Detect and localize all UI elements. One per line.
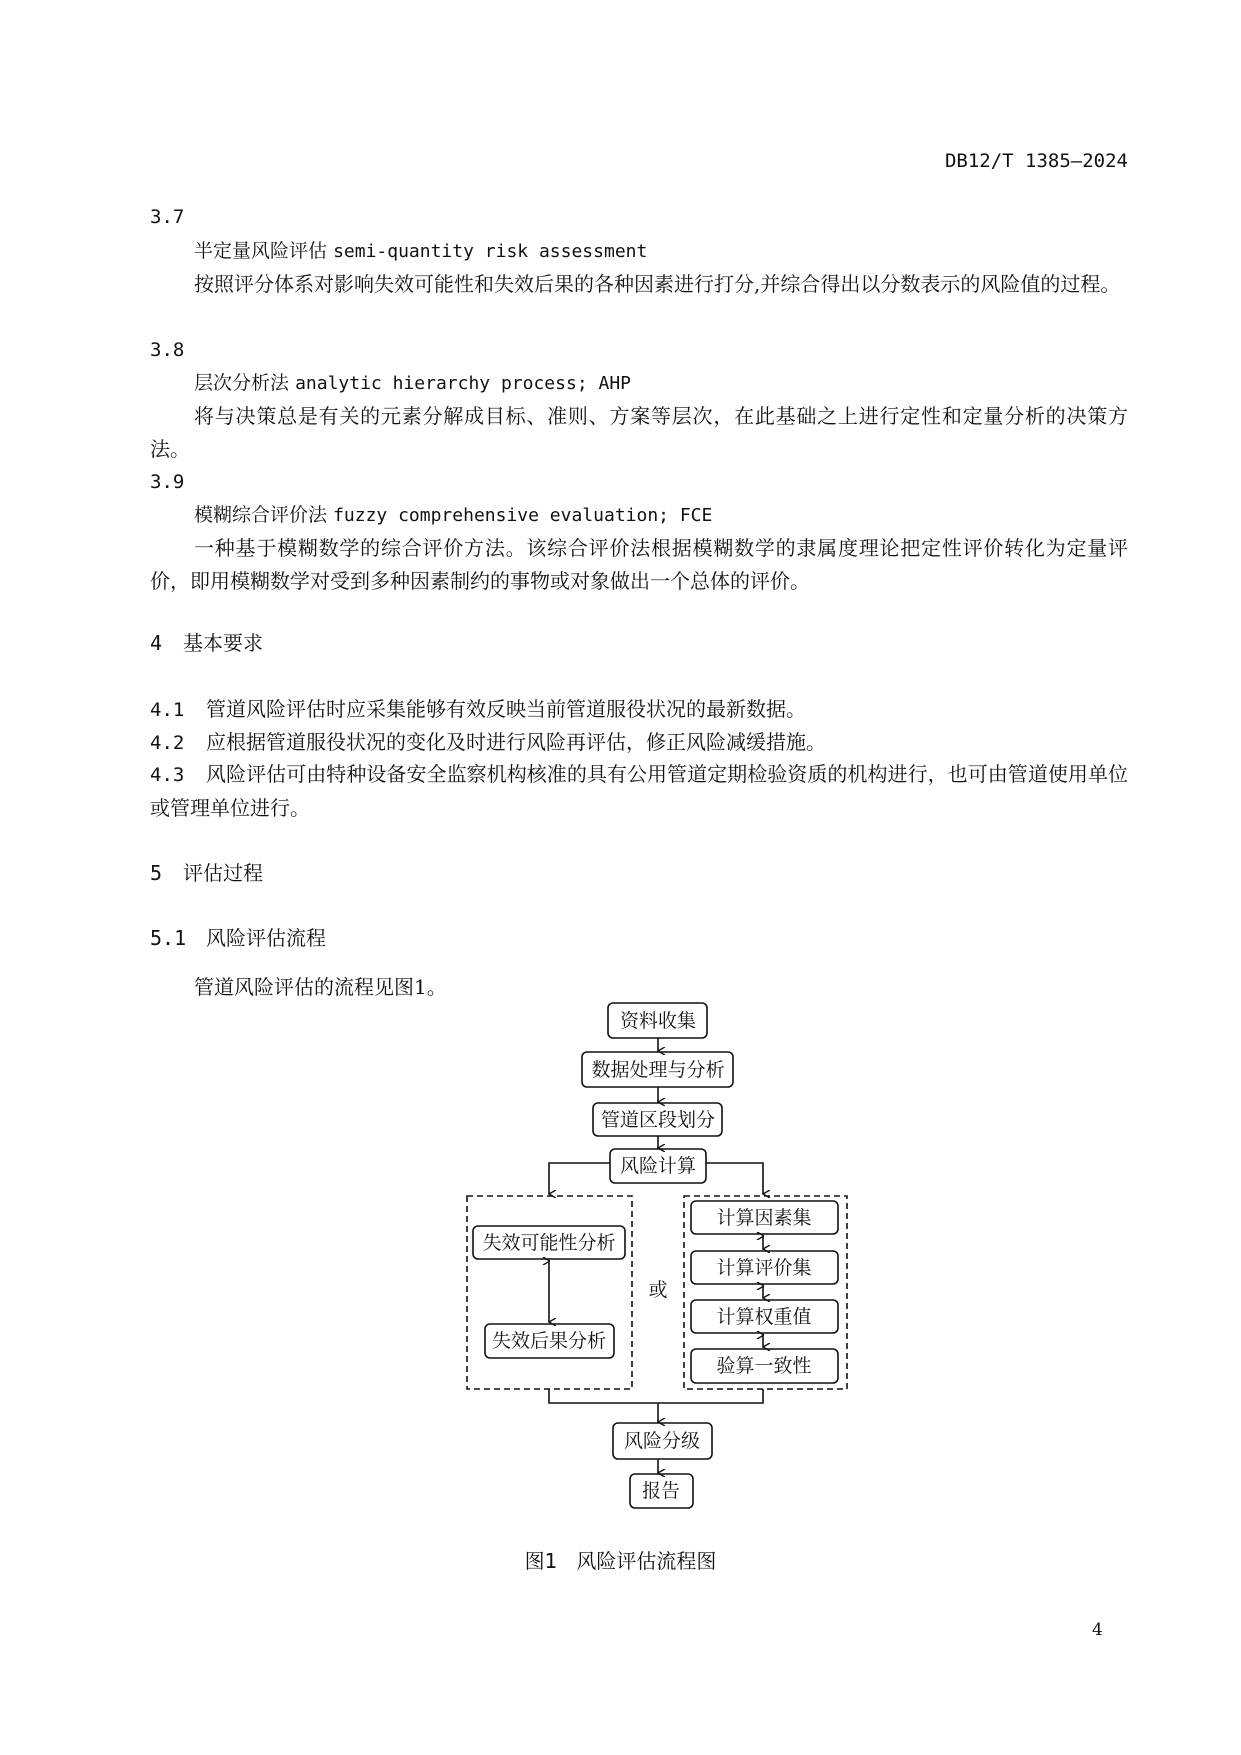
flow-step-label: 管道区段划分: [600, 1109, 716, 1131]
term-zh: 模糊综合评价法: [194, 504, 328, 526]
section-number: 4: [150, 631, 163, 655]
term-definition: 一种基于模糊数学的综合评价方法。该综合评价法根据模糊数学的隶属度理论把定性评价转化为定量评价，即用模糊数学对受到多种因素制约的事物或对象做出一个总体的评价。: [150, 536, 1128, 593]
clause-text: 风险评估可由特种设备安全监察机构核准的具有公用管道定期检验资质的机构进行，也可由管道使用单位或管理单位进行。: [150, 762, 1128, 820]
term-number: 3.7: [150, 206, 185, 228]
flow-step-label: 风险分级: [623, 1430, 701, 1452]
flow-step-label: 报告: [641, 1480, 681, 1502]
subsection-number: 5.1: [150, 926, 187, 950]
clause-number: 4.1: [150, 699, 185, 721]
section-number: 5: [150, 861, 163, 885]
term-definition: 按照评分体系对影响失效可能性和失效后果的各种因素进行打分,并综合得出以分数表示的风险值的过程。: [194, 272, 1121, 296]
term-number: 3.8: [150, 339, 185, 361]
flow-step-label: 数据处理与分析: [591, 1059, 725, 1081]
flow-step-label: 风险计算: [619, 1155, 697, 1177]
flow-step-label: 资料收集: [619, 1010, 697, 1032]
flow-step-label: 验算一致性: [716, 1355, 812, 1377]
flow-step-label: 失效后果分析: [491, 1330, 607, 1352]
subsection-title: 风险评估流程: [206, 926, 326, 950]
section-title: 评估过程: [183, 861, 263, 885]
document-number: DB12/T 1385—2024: [944, 150, 1128, 172]
or-label: 或: [648, 1279, 668, 1301]
flow-step-label: 计算因素集: [716, 1207, 812, 1229]
figure-title: 风险评估流程图: [576, 1549, 717, 1573]
flow-step-label: 失效可能性分析: [482, 1232, 616, 1254]
flow-step-label: 计算评价集: [716, 1257, 812, 1279]
clause-number: 4.3: [150, 764, 185, 786]
term-zh: 层次分析法: [194, 372, 290, 394]
figure-number: 图1: [524, 1549, 558, 1573]
term-definition: 将与决策总是有关的元素分解成目标、准则、方案等层次，在此基础之上进行定性和定量分析的决策方法。: [150, 404, 1128, 461]
term-en: analytic hierarchy process; AHP: [295, 373, 632, 394]
figure-caption: [0, 1545, 1241, 1574]
clause-number: 4.2: [150, 732, 185, 754]
section-title: 基本要求: [183, 631, 263, 655]
term-en: fuzzy comprehensive evaluation; FCE: [333, 505, 713, 526]
term-zh: 半定量风险评估: [194, 240, 328, 262]
clause-text: 管道风险评估时应采集能够有效反映当前管道服役状况的最新数据。: [206, 697, 806, 721]
page-number: 4: [1092, 1620, 1103, 1640]
term-number: 3.9: [150, 471, 185, 493]
term-en: semi-quantity risk assessment: [333, 241, 648, 262]
flow-step-label: 计算权重值: [716, 1306, 812, 1328]
clause-text: 应根据管道服役状况的变化及时进行风险再评估，修正风险减缓措施。: [206, 730, 826, 754]
figure-reference-text: 管道风险评估的流程见图1。: [194, 975, 447, 999]
